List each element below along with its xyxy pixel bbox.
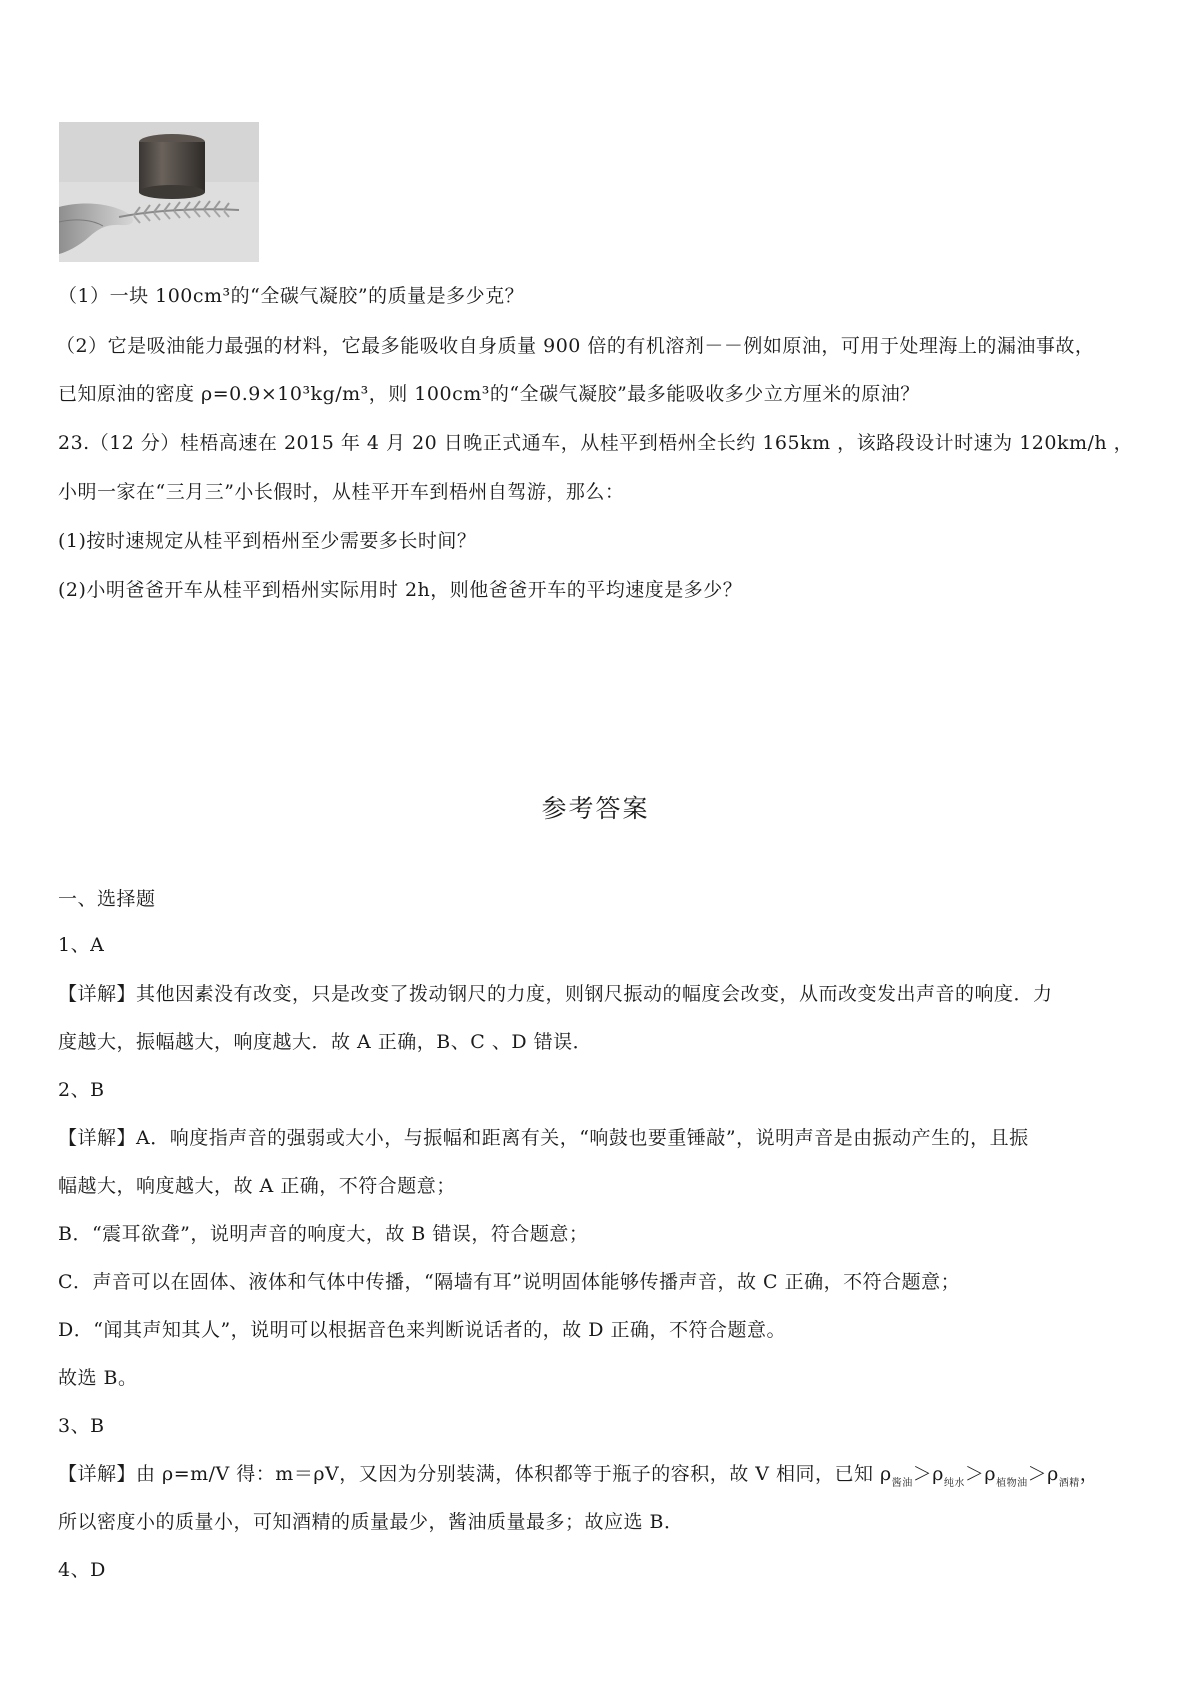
q23-sub1: (1)按时速规定从桂平到梧州至少需要多长时间？ bbox=[58, 530, 477, 552]
answers-title: 参考答案 bbox=[541, 794, 650, 823]
answer-2-line2: 幅越大，响度越大，故 A 正确，不符合题意； bbox=[58, 1175, 456, 1197]
answer-2-line1: 【详解】A．响度指声音的强弱或大小，与振幅和距离有关，“响鼓也要重锤敲”，说明声音是由振动产生的，且振 bbox=[58, 1127, 1029, 1149]
answer-3-sub-vegoil: 植物油 bbox=[996, 1478, 1028, 1489]
q23-line1: 23.（12 分）桂梧高速在 2015 年 4 月 20 日晚正式通车，从桂平到梧州全长约 165km ，该路段设计时速为 120km/h ， bbox=[58, 432, 1134, 454]
answer-3-sub-water: 纯水 bbox=[943, 1478, 965, 1489]
answer-2-label: 2、B bbox=[58, 1079, 105, 1101]
answers-section-heading: 一、选择题 bbox=[58, 888, 156, 910]
answer-3-sub-alcohol: 酒精 bbox=[1058, 1478, 1080, 1489]
answer-3-label: 3、B bbox=[58, 1415, 105, 1437]
q22-sub2-line1: （2）它是吸油能力最强的材料，它最多能吸收自身质量 900 倍的有机溶剂－－例如原油，可用于处理海上的漏油事故， bbox=[56, 335, 1095, 357]
answer-2-line3: B．“震耳欲聋”，说明声音的响度大，故 B 错误，符合题意； bbox=[58, 1223, 589, 1245]
q22-sub1: （1）一块 100cm³的“全碳气凝胶”的质量是多少克？ bbox=[58, 285, 525, 307]
answer-3-line2: 所以密度小的质量小，可知酒精的质量最少，酱油质量最多；故应选 B． bbox=[58, 1511, 684, 1533]
answer-3-line1-text: 【详解】由 ρ=m/V 得：m＝ρV，又因为分别装满，体积都等于瓶子的容积，故 V 相同，已知 ρ bbox=[58, 1463, 892, 1485]
answer-3-gt-1: ＞ρ bbox=[912, 1463, 944, 1485]
answer-3-line1-end: ， bbox=[1079, 1463, 1100, 1485]
answer-3-line1 bbox=[58, 1461, 1099, 1497]
answer-3-gt-3: ＞ρ bbox=[1027, 1463, 1059, 1485]
answer-1-label: 1、A bbox=[58, 934, 105, 956]
answer-2-line5: D．“闻其声知其人”，说明可以根据音色来判断说话者的，故 D 正确，不符合题意。 bbox=[58, 1319, 786, 1341]
answer-3-gt-2: ＞ρ bbox=[964, 1463, 997, 1485]
answer-3-sub-soy: 酱油 bbox=[891, 1478, 913, 1489]
q23-line2: 小明一家在“三月三”小长假时，从桂平开车到梧州自驾游，那么： bbox=[58, 481, 625, 503]
answer-4-label: 4、D bbox=[58, 1559, 106, 1581]
aerogel-illustration bbox=[59, 122, 259, 262]
q23-sub2: (2)小明爸爸开车从桂平到梧州实际用时 2h，则他爸爸开车的平均速度是多少？ bbox=[58, 579, 743, 601]
aerogel-photo bbox=[59, 122, 259, 262]
answer-1-line1: 【详解】其他因素没有改变，只是改变了拨动钢尺的力度，则钢尺振动的幅度会改变，从而改变发出声音的响度．力 bbox=[58, 983, 1053, 1005]
answer-2-line4: C．声音可以在固体、液体和气体中传播，“隔墙有耳”说明固体能够传播声音，故 C 正确，不符合题意； bbox=[58, 1271, 961, 1293]
answer-2-line6: 故选 B。 bbox=[58, 1367, 138, 1389]
q22-sub2-line2: 已知原油的密度 ρ=0.9×10³kg/m³，则 100cm³的“全碳气凝胶”最多能吸收多少立方厘米的原油？ bbox=[58, 383, 920, 405]
answer-1-line2: 度越大，振幅越大，响度越大．故 A 正确，B、C 、D 错误． bbox=[58, 1031, 593, 1053]
